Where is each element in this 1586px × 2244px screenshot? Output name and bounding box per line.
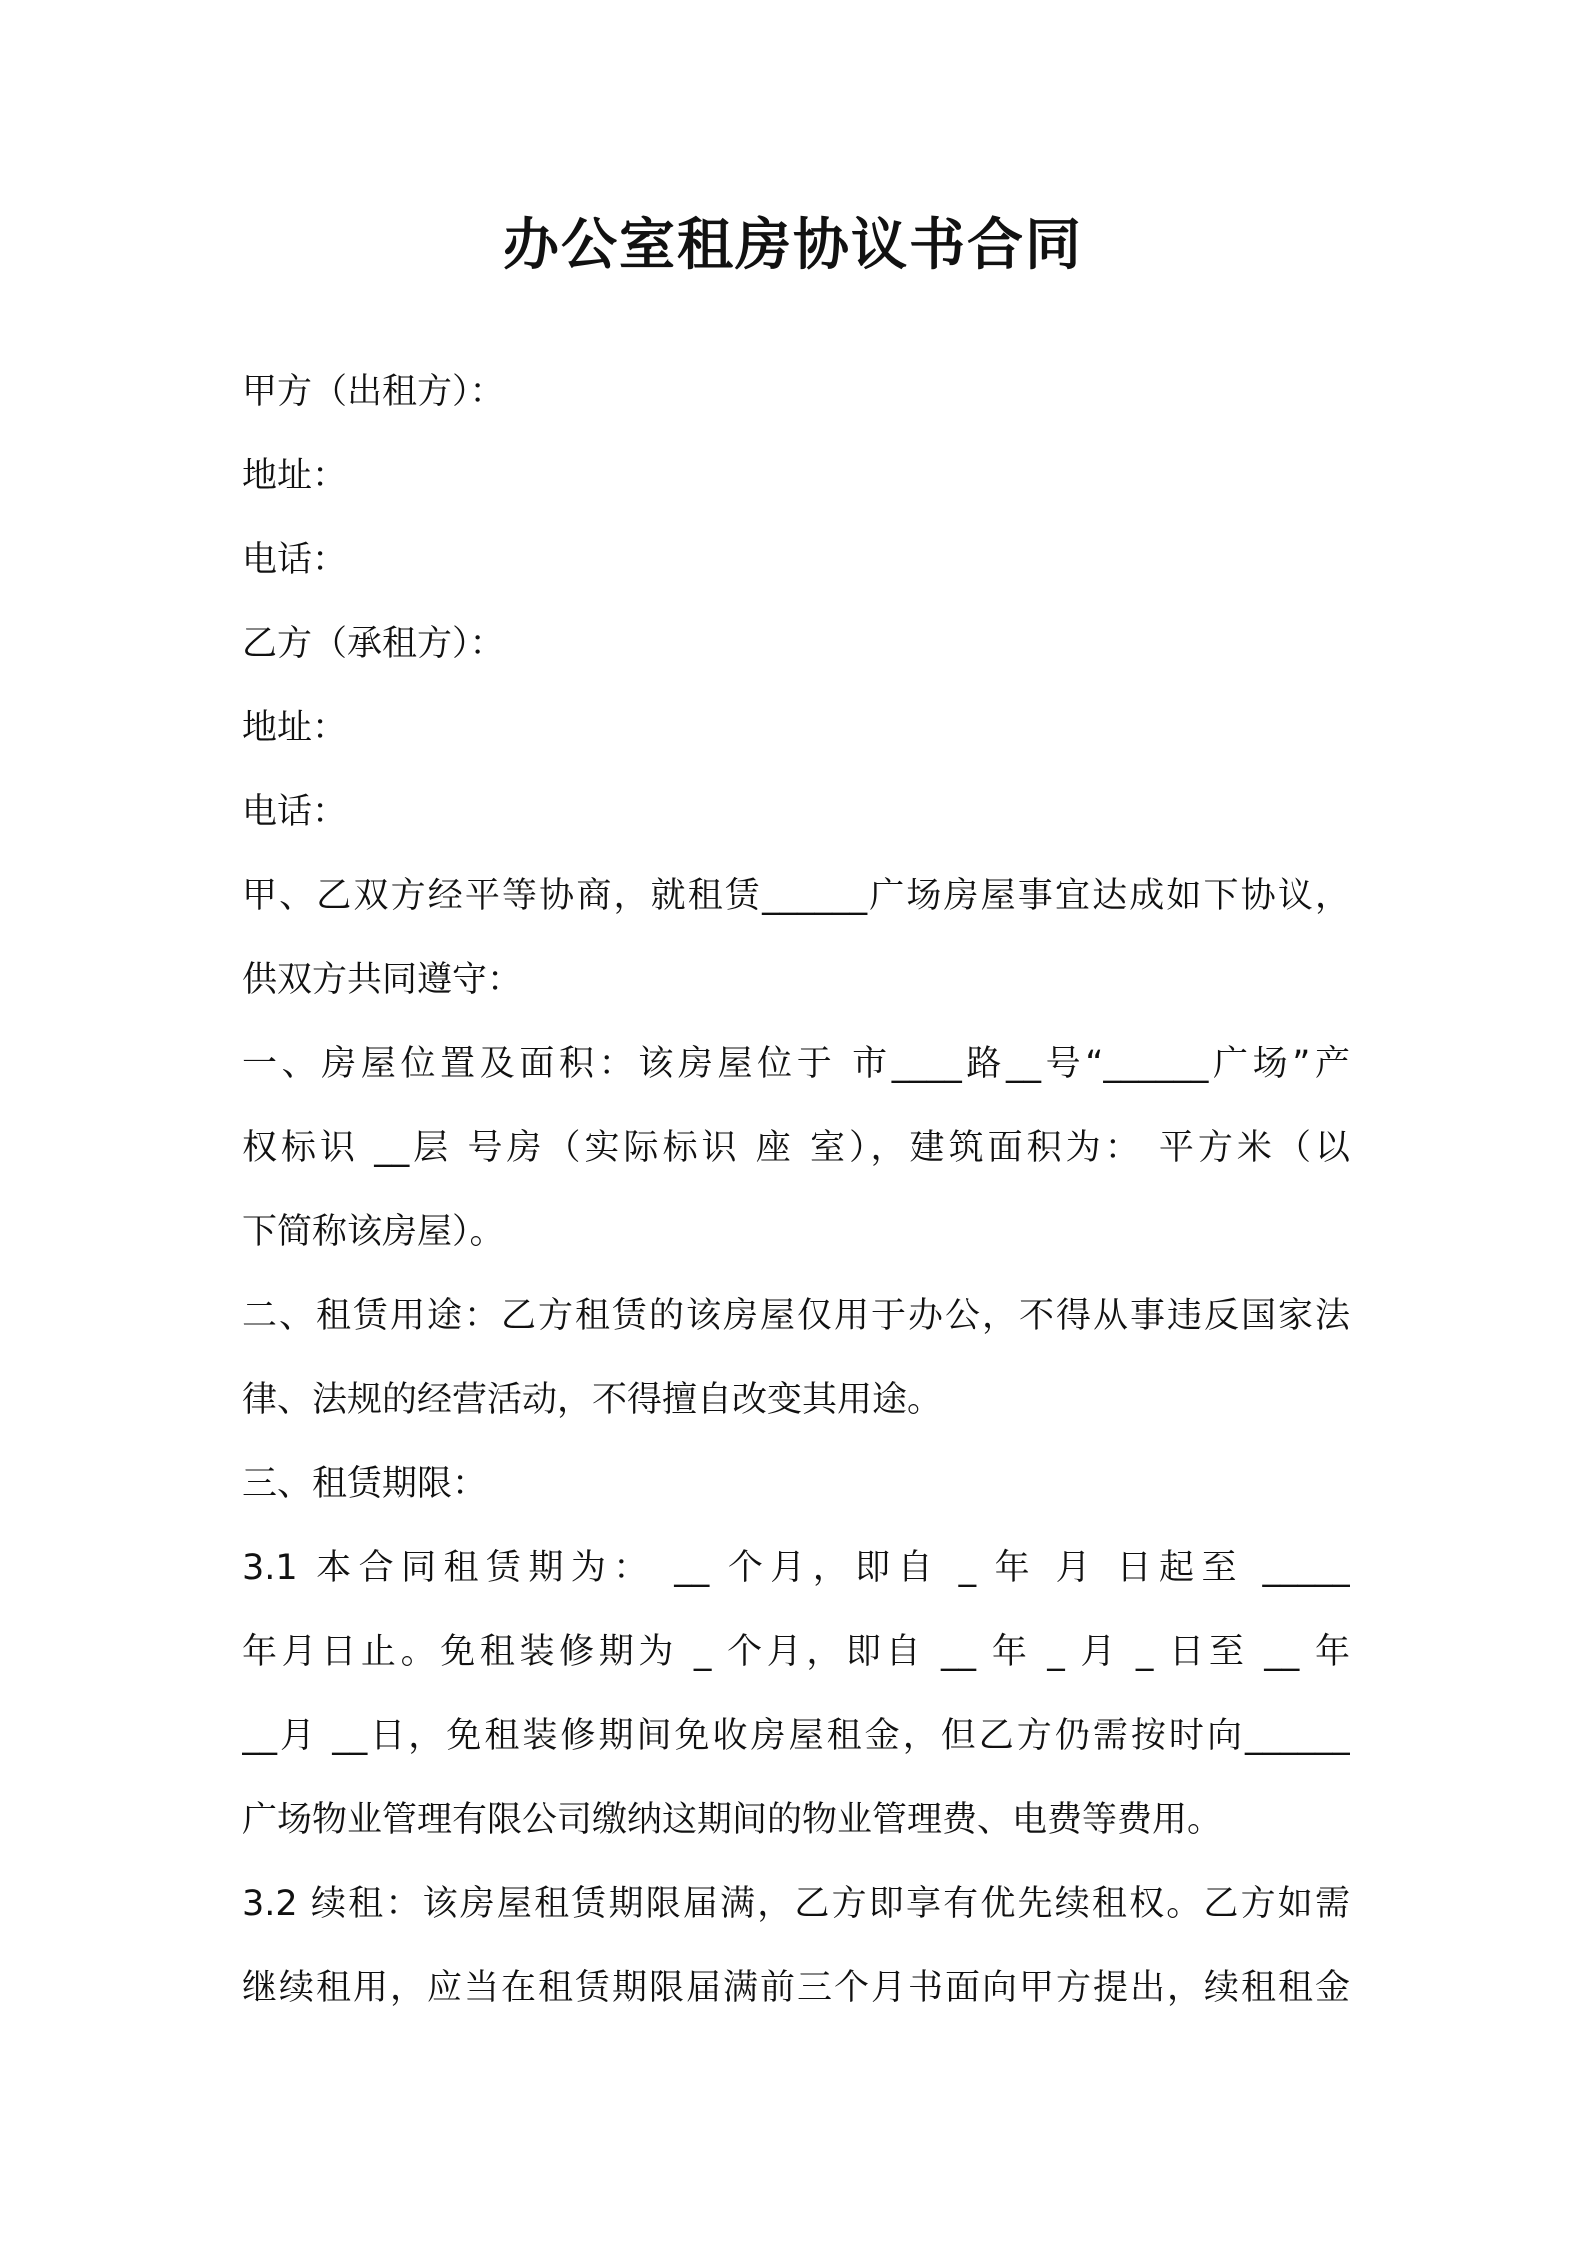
intro-line-1: 甲、乙双方经平等协商，就租赁______广场房屋事宜达成如下协议， (242, 876, 1350, 916)
party-a-address-label: 地址： (242, 456, 348, 496)
section-1-line-1: 一、房屋位置及面积：该房屋位于 市____路__号“______广场”产 (242, 1044, 1350, 1084)
clause-3-1-line-4: 广场物业管理有限公司缴纳这期间的物业管理费、电费等费用。 (242, 1800, 1223, 1840)
section-2-line-2: 律、法规的经营活动，不得擅自改变其用途。 (242, 1380, 943, 1420)
party-b-phone-label: 电话： (242, 792, 348, 832)
document-title: 办公室租房协议书合同 (503, 213, 1083, 278)
party-b-label: 乙方（承租方）： (242, 624, 505, 664)
clause-3-1-line-2: 年月日止。免租装修期为 _ 个月，即自 __ 年 _ 月 _ 日至 __ 年 (242, 1632, 1350, 1672)
section-3-heading: 三、租赁期限： (242, 1464, 488, 1504)
section-2-line-1: 二、租赁用途：乙方租赁的该房屋仅用于办公，不得从事违反国家法 (242, 1296, 1350, 1336)
party-a-phone-label: 电话： (242, 540, 348, 580)
section-1-line-2: 权标识 __层 号房（实际标识 座 室），建筑面积为： 平方米（以 (242, 1128, 1350, 1168)
party-a-label: 甲方（出租方）： (242, 372, 505, 412)
clause-3-1-line-3: __月 __日，免租装修期间免收房屋租金，但乙方仍需按时向______ (242, 1716, 1350, 1756)
document-body (242, 350, 1350, 2030)
clause-3-2-line-2: 继续租用，应当在租赁期限届满前三个月书面向甲方提出，续租租金 (242, 1968, 1350, 2008)
party-b-address-label: 地址： (242, 708, 348, 748)
clause-3-1-line-1: 3.1 本合同租赁期为： __ 个月，即自 _ 年 月 日起至 _____ (242, 1548, 1350, 1588)
section-1-line-3: 下简称该房屋）。 (242, 1212, 505, 1252)
clause-3-2-line-1: 3.2 续租：该房屋租赁期限届满，乙方即享有优先续租权。乙方如需 (242, 1884, 1350, 1924)
intro-line-2: 供双方共同遵守： (242, 960, 523, 1000)
